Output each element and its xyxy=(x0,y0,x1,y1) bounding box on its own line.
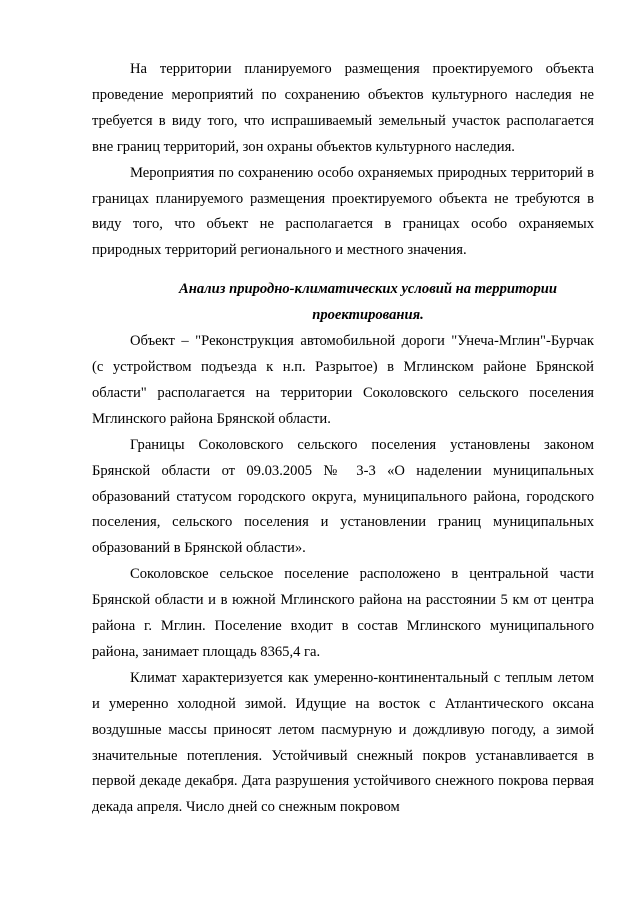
paragraph-climate: Климат характеризуется как умеренно-континентальный с теплым летом и умеренно холодной зимой. Идущие на восток с Атлантического оксана воздушные массы приносят летом пасмурную и дождливую погоду, а зимой значительные потепления. Устойчивый снежный покров устанавливается в первой декаде декабря. Дата разрушения устойчивого снежного покрова первая декада апреля. Число дней со снежным покровом xyxy=(92,669,594,816)
document-page xyxy=(92,57,594,821)
paragraph-object-location: Объект – "Реконструкция автомобильной дороги "Унеча-Мглин"-Бурчак (с устройством подъезда к н.п. Разрытое) в Мглинском районе Брянской области" располагается на территории Соколовского сельского поселения Мглинского района Брянской области. xyxy=(92,333,594,427)
paragraph-settlement-borders: Границы Соколовского сельского поселения установлены законом Брянской области от 09.03.2005 № 3-3 «О наделении муниципальных образований статусом городского округа, муниципального района, городского поселения, сельского поселения и установлении границ муниципальных образований в Брянской области». xyxy=(92,436,594,557)
paragraph-settlement-position: Соколовское сельское поселение расположено в центральной части Брянской области и в южной Мглинского района на расстоянии 5 км от центра района г. Мглин. Поселение входит в состав Мглинского муниципального района, занимает площадь 8365,4 га. xyxy=(92,566,594,660)
section-heading: Анализ природно-климатических условий на территории проектирования. xyxy=(179,281,557,324)
paragraph-cultural-heritage: На территории планируемого размещения проектируемого объекта проведение мероприятий по сохранению объектов культурного наследия не требуется в виду того, что испрашиваемый земельный участок располагается вне границ территорий, зон охраны объектов культурного наследия. xyxy=(92,61,594,155)
paragraph-protected-areas: Мероприятия по сохранению особо охраняемых природных территорий в границах планируемого размещения проектируемого объекта не требуются в виду того, что объект не располагается в границах особо охраняемых природных территорий регионального и местного значения. xyxy=(92,164,594,259)
